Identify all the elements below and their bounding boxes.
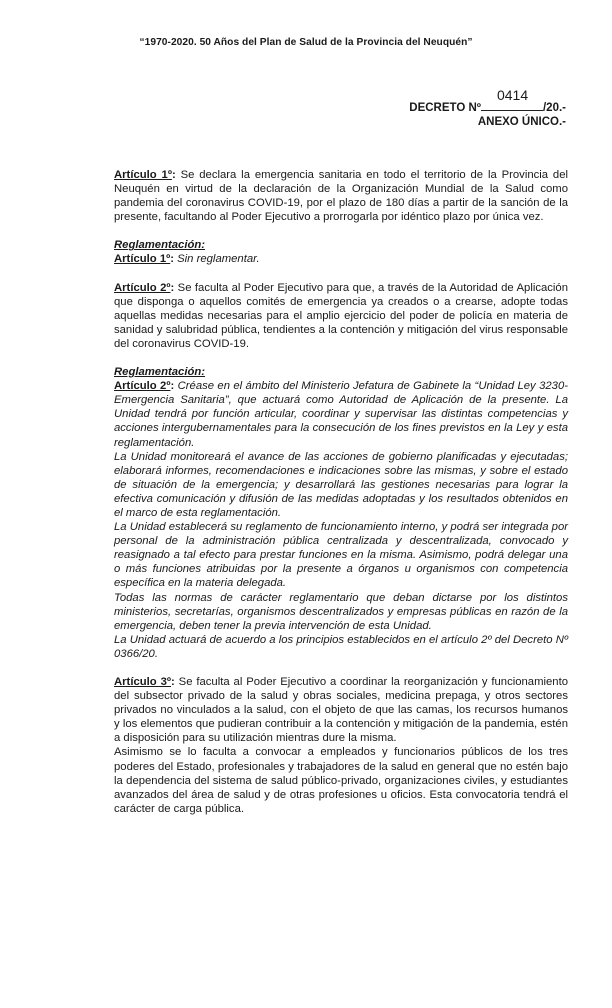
decree-block	[409, 87, 566, 130]
regulation-2-paragraph-5: La Unidad actuará de acuerdo a los principios establecidos en el artículo 2º del Decreto Nº 0366/20.	[114, 633, 568, 660]
regulation-2-paragraph-2: La Unidad monitoreará el avance de las acciones de gobierno planificadas y ejecutadas; elaborará informes, recomendaciones e indicaciones sobre las mismas, y sobre el estado de situación de la emergencia; y desarrollará las gestiones necesarias para lograr la efectiva comunicación y difusión de las medidas adoptadas y los resultados obtenidos en el marco de esta reglamentación.	[114, 450, 568, 519]
regulation-2-text-1: Créase en el ámbito del Ministerio Jefatura de Gabinete la “Unidad Ley 3230- Emergencia Sanitaria”, que actuará como Autoridad de Aplicación de la presente. La Unidad tendrá por función articular, coordinar y supervisar las distintas competencias y acciones intergubernamentales para la consecución de los fines previstos en la Ley y esta reglamentación.	[114, 380, 568, 449]
decree-label: DECRETO Nº	[409, 102, 481, 114]
regulation-2-paragraph-1: Artículo 2º: Créase en el ámbito del Ministerio Jefatura de Gabinete la “Unidad Ley 3230- Emergencia Sanitaria”, que actuará como Autoridad de Aplicación de la presente. La Unidad tendrá por función articular, coordinar y supervisar las distintas competencias y acciones intergubernamentales para la consecución de los fines previstos en la Ley y esta reglamentación.	[114, 380, 568, 449]
article-3-text-1: Se faculta al Poder Ejecutivo a coordinar la reorganización y funcionamiento del subsector privado de la salud y obras sociales, medicina prepaga, y otros sectores privados no vinculados a la salud, con el objeto de que las camas, los recursos humanos y los elementos que pudieran contribuir a la contención y mitigación de la pandemia, estén a disposición para su utilización mientras dure la misma.	[114, 676, 569, 745]
regulation-1-label: Artículo 1º	[114, 253, 171, 266]
article-2-text: Se faculta al Poder Ejecutivo para que, a través de la Autoridad de Aplicación que disponga o aquellos comités de emergencia ya creados o a crearse, adopte todas aquellas medidas necesarias para el amplio ejercicio del poder de policía en materia de sanidad y salubridad pública, tendientes a la contención y mitigación del virus responsable del coronavirus COVID-19.	[114, 281, 568, 350]
header-motto: “1970-2020. 50 Años del Plan de Salud de la Provincia del Neuquén”	[139, 37, 473, 48]
regulation-2-paragraph-3: La Unidad establecerá su reglamento de funcionamiento interno, y podrá ser integrada por personal de la administración pública centralizada y descentralizada, convocado y reasignado a tal efecto para prestar funciones en la misma. Asimismo, podrá delegar una o más funciones atribuidas por la presente a órganos u organismos con competencia específica en la materia delegada.	[114, 521, 568, 590]
regulation-1-text: Sin reglamentar.	[177, 253, 260, 266]
article-2: Artículo 2º: Se faculta al Poder Ejecutivo para que, a través de la Autoridad de Aplicación que disponga o aquellos comités de emergencia ya creados o a crearse, adopte todas aquellas medidas necesarias para el amplio ejercicio del poder de policía en materia de sanidad y salubridad pública, tendientes a la contención y mitigación del virus responsable del coronavirus COVID-19.	[114, 281, 568, 350]
decree-suffix: /20.-	[542, 102, 566, 114]
regulation-2-paragraph-4: Todas las normas de carácter reglamentario que deban dictarse por los distintos ministerios, secretarías, organismos descentralizados y empresas públicas en razón de la emergencia, deben tener la previa intervención de esta Unidad.	[114, 591, 568, 632]
article-3-paragraph-1: Artículo 3º: Se faculta al Poder Ejecutivo a coordinar la reorganización y funcionamiento del subsector privado de la salud y obras sociales, medicina prepaga, y otros sectores privados no vinculados a la salud, con el objeto de que las camas, los recursos humanos y los elementos que pudieran contribuir a la contención y mitigación de la pandemia, estén a disposición para su utilización mientras dure la misma.	[114, 676, 569, 745]
decree-body	[114, 168, 568, 816]
regulation-2-heading: Reglamentación:	[114, 366, 206, 379]
decree-number-field	[481, 87, 543, 111]
article-1-text: Se declara la emergencia sanitaria en todo el territorio de la Provincia del Neuquén en virtud de la declaración de la Organización Mundial de la Salud como pandemia del coronavirus COVID-19, por el plazo de 180 días a partir de la sanción de la presente, facultando al Poder Ejecutivo a prorrogarla por idéntico plazo por única vez.	[114, 169, 568, 224]
decree-number-line	[409, 87, 566, 115]
regulation-1-heading: Reglamentación:	[114, 239, 206, 252]
article-3-paragraph-2: Asimismo se lo faculta a convocar a empleados y funcionarios públicos de los tres poderes del Estado, profesionales y trabajadores de la salud en general que no estén bajo la dependencia del sistema de salud público-privado, organizaciones civiles, y estudiantes avanzados del área de salud y de otras profesiones u oficios. Esta convocatoria tendrá el carácter de carga pública.	[114, 746, 568, 815]
article-1-label: Artículo 1º	[114, 169, 172, 181]
regulation-1: Artículo 1º: Sin reglamentar.	[114, 253, 260, 266]
article-2-label: Artículo 2º	[114, 281, 171, 294]
decree-number: 0414	[496, 87, 529, 103]
article-3-label: Artículo 3º	[114, 676, 171, 688]
annex-title: ANEXO ÚNICO.-	[477, 116, 566, 129]
article-1: Artículo 1º: Se declara la emergencia sanitaria en todo el territorio de la Provincia del Neuquén en virtud de la declaración de la Organización Mundial de la Salud como pandemia del coronavirus COVID-19, por el plazo de 180 días a partir de la sanción de la presente, facultando al Poder Ejecutivo a prorrogarla por idéntico plazo por única vez.	[114, 169, 568, 224]
regulation-2-label: Artículo 2º	[114, 380, 171, 393]
